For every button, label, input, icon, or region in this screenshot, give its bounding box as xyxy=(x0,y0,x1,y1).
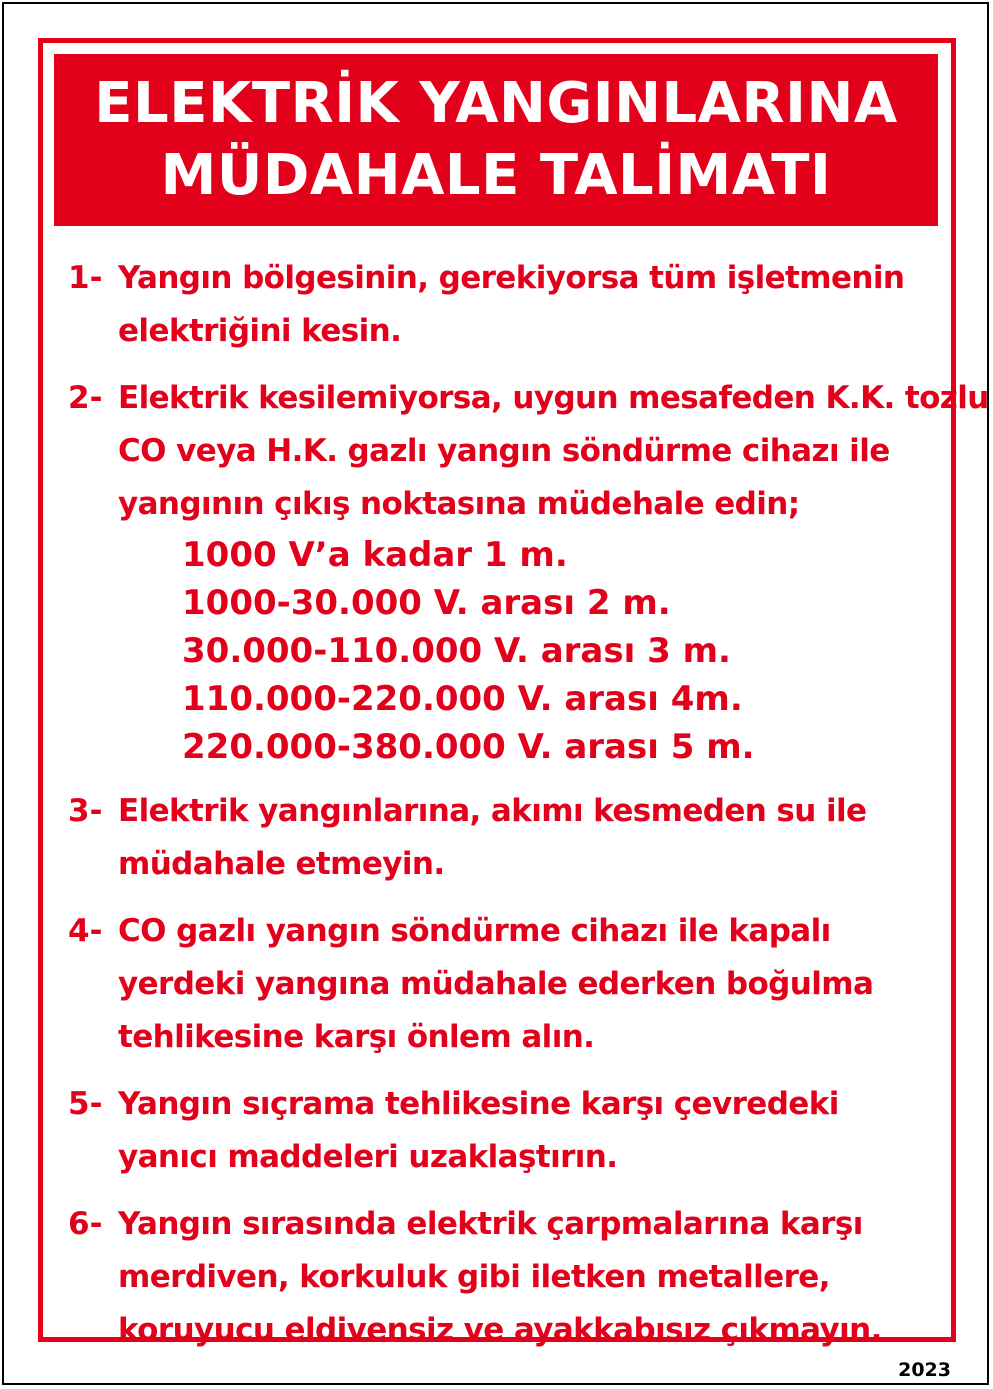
item-line: yanıcı maddeleri uzaklaştırın. xyxy=(118,1139,618,1175)
instruction-item-4 xyxy=(68,905,928,1064)
item-line: Yangın sırasında elektrik çarpmalarına karşı xyxy=(118,1206,863,1242)
item-line: tehlikesine karşı önlem alın. xyxy=(118,1019,595,1055)
item-number: 6- xyxy=(68,1206,103,1242)
item-line: merdiven, korkuluk gibi iletken metallere, xyxy=(118,1259,830,1295)
distance-row: 1000 V’a kadar 1 m. xyxy=(182,535,568,575)
distance-row: 30.000-110.000 V. arası 3 m. xyxy=(182,631,731,671)
item-number: 2- xyxy=(68,380,103,416)
instruction-item-5 xyxy=(68,1078,928,1184)
item-line: yangının çıkış noktasına müdehale edin; xyxy=(118,486,800,522)
item-line: Elektrik kesilemiyorsa, uygun mesafeden K.K. tozlu xyxy=(118,380,989,416)
instruction-item-3 xyxy=(68,785,928,891)
title-line-1: ELEKTRİK YANGINLARINA xyxy=(94,71,898,136)
item-line: Yangın sıçrama tehlikesine karşı çevredeki xyxy=(118,1086,839,1122)
instruction-item-6 xyxy=(68,1198,928,1357)
item-number: 1- xyxy=(68,260,103,296)
item-line: Yangın bölgesinin, gerekiyorsa tüm işletmenin xyxy=(118,260,905,296)
distance-row: 110.000-220.000 V. arası 4m. xyxy=(182,679,743,719)
item-line: CO veya H.K. gazlı yangın söndürme cihazı ile xyxy=(118,433,890,469)
item-line: elektriğini kesin. xyxy=(118,313,402,349)
item-line: Elektrik yangınlarına, akımı kesmeden su ile xyxy=(118,793,867,829)
title-banner xyxy=(54,54,938,226)
distance-row: 220.000-380.000 V. arası 5 m. xyxy=(182,727,755,767)
product-code: 2023 xyxy=(898,1359,951,1381)
instruction-item-2 xyxy=(68,372,989,771)
title-line-2: MÜDAHALE TALİMATI xyxy=(160,143,832,208)
item-number: 5- xyxy=(68,1086,103,1122)
item-number: 4- xyxy=(68,913,103,949)
item-line: müdahale etmeyin. xyxy=(118,846,445,882)
distance-table xyxy=(118,531,989,771)
item-line: yerdeki yangına müdahale ederken boğulma xyxy=(118,966,874,1002)
instruction-item-1 xyxy=(68,252,928,358)
item-line: CO gazlı yangın söndürme cihazı ile kapalı xyxy=(118,913,831,949)
item-line: koruyucu eldivensiz ve ayakkabısız çıkmayın. xyxy=(118,1312,882,1348)
item-number: 3- xyxy=(68,793,103,829)
distance-row: 1000-30.000 V. arası 2 m. xyxy=(182,583,671,623)
